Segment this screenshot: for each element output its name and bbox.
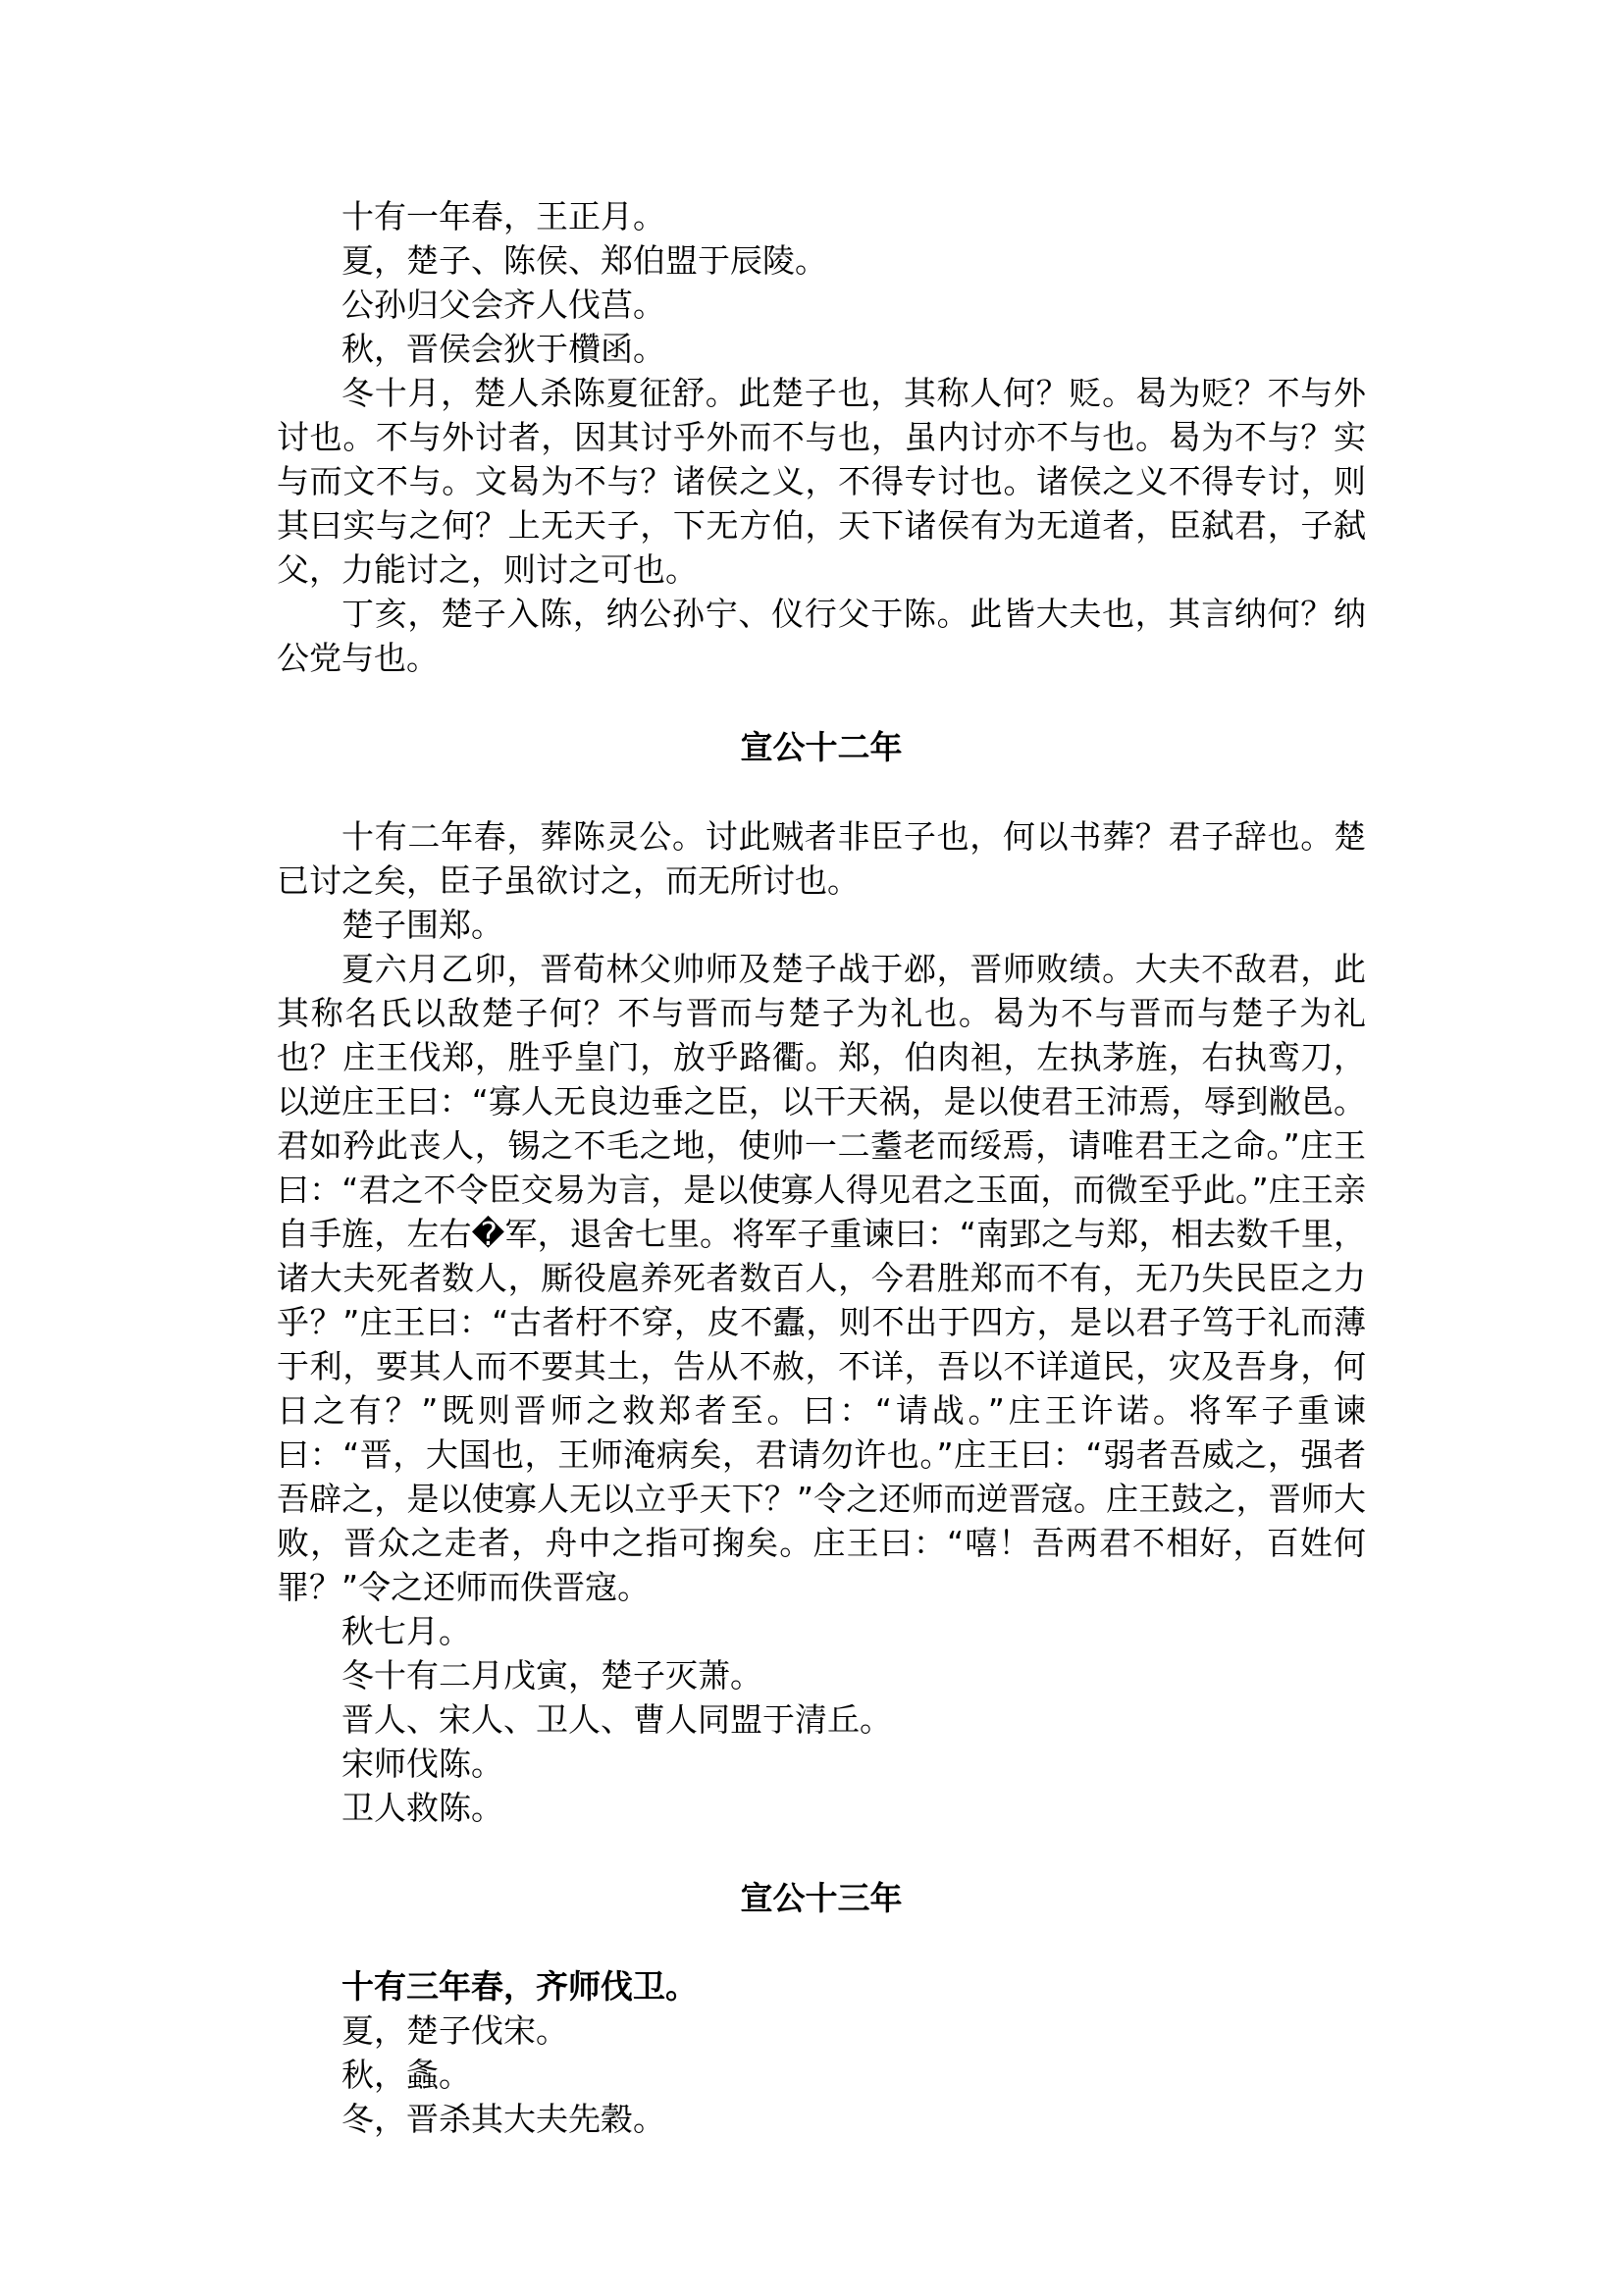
document-body xyxy=(277,194,1366,2141)
paragraph: 冬十月，楚人杀陈夏征舒。此楚子也，其称人何？贬。曷为贬？不与外讨也。不与外讨者，因其讨乎外而不与也，虽内讨亦不与也。曷为不与？实与而文不与。文曷为不与？诸侯之义，不得专讨也。诸侯之义不得专讨，则其曰实与之何？上无天子，下无方伯，天下诸侯有为无道者，臣弑君，子弑父，力能讨之，则讨之可也。 xyxy=(277,374,1366,589)
paragraph: 秋七月。 xyxy=(341,1612,471,1650)
section-xuan-11 xyxy=(277,194,1366,680)
paragraph: 十有二年春，葬陈灵公。讨此贼者非臣子也，何以书葬？君子辞也。楚已讨之矣，臣子虽欲讨之，而无所讨也。 xyxy=(277,817,1366,900)
paragraph: 冬，晋杀其大夫先穀。 xyxy=(341,2100,665,2138)
paragraph: 宋师伐陈。 xyxy=(341,1745,503,1783)
paragraph: 冬十有二月戊寅，楚子灭萧。 xyxy=(341,1656,762,1694)
paragraph: 夏六月乙卯，晋荀林父帅师及楚子战于邲，晋师败绩。大夫不敌君，此其称名氏以敌楚子何？不与晋而与楚子为礼也。曷为不与晋而与楚子为礼也？庄王伐郑，胜乎皇门，放乎路衢。郑，伯肉袒，左执茅旌，右执鸾刀，以逆庄王曰：“寡人无良边垂之臣，以干天祸，是以使君王沛焉，辱到敝邑。君如矜此丧人，锡之不毛之地，使帅一二耋老而绥焉，请唯君王之命。”庄王曰：“君之不令臣交易为言，是以使寡人得见君之玉面，而微至乎此。”庄王亲自手旌，左右�军，退舍七里。将军子重谏曰：“南郢之与郑，相去数千里，诸大夫死者数人，厮役扈养死者数百人，今君胜郑而不有，无乃失民臣之力乎？”庄王曰：“古者杅不穿，皮不蠹，则不出于四方，是以君子笃于礼而薄于利，要其人而不要其土，告从不赦，不详，吾以不详道民，灾及吾身，何日之有？”既则晋师之救郑者至。曰：“请战。”庄王许诺。将军子重谏曰：“晋，大国也，王师淹病矣，君请勿许也。”庄王曰：“弱者吾威之，强者吾辟之，是以使寡人无以立乎天下？”令之还师而逆晋寇。庄王鼓之，晋师大败，晋众之走者，舟中之指可掬矣。庄王曰：“嘻！吾两君不相好，百姓何罪？”令之还师而佚晋寇。 xyxy=(277,950,1366,1606)
paragraph: 卫人救陈。 xyxy=(341,1789,503,1827)
section-heading-xuan-13: 宣公十三年 xyxy=(740,1879,903,1917)
paragraph: 丁亥，楚子入陈，纳公孙宁、仪行父于陈。此皆大夫也，其言纳何？纳公党与也。 xyxy=(277,595,1366,677)
section-xuan-13 xyxy=(277,1964,1366,2141)
paragraph: 夏，楚子伐宋。 xyxy=(341,2011,568,2050)
paragraph: 秋，螽。 xyxy=(341,2056,471,2094)
paragraph: 夏，楚子、陈侯、郑伯盟于辰陵。 xyxy=(341,241,827,280)
section-heading-xuan-12: 宣公十二年 xyxy=(740,728,903,766)
paragraph: 楚子围郑。 xyxy=(341,906,503,944)
paragraph: 公孙归父会齐人伐莒。 xyxy=(341,286,665,324)
paragraph: 晋人、宋人、卫人、曹人同盟于清丘。 xyxy=(341,1700,892,1739)
paragraph: 十有一年春，王正月。 xyxy=(341,197,665,235)
paragraph: 十有三年春，齐师伐卫。 xyxy=(341,1967,698,2006)
paragraph: 秋，晋侯会狄于欑函。 xyxy=(341,330,665,368)
section-xuan-12 xyxy=(277,814,1366,1830)
